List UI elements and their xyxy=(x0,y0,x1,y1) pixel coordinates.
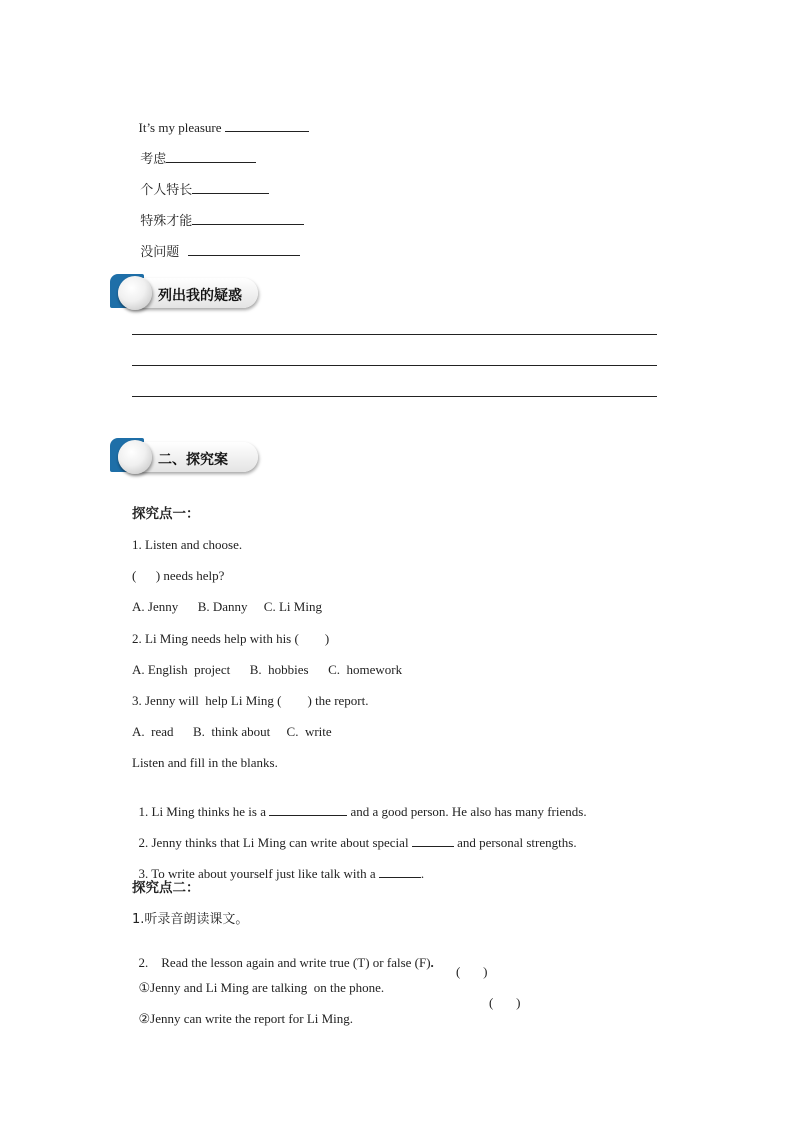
header-ball-icon xyxy=(118,440,152,474)
answer-line-2[interactable] xyxy=(132,365,657,366)
vocab-blank-2[interactable] xyxy=(166,150,256,163)
statement-2 xyxy=(132,995,353,1027)
statement-1-text: ①Jenny and Li Ming are talking on the phone. xyxy=(138,980,385,995)
fill-2-part-a: 2. Jenny thinks that Li Ming can write about special xyxy=(138,835,412,850)
question-3: 3. Jenny will help Li Ming ( ) the report. xyxy=(132,693,369,708)
fill-blank-1[interactable] xyxy=(269,803,347,816)
statement-2-text: ②Jenny can write the report for Li Ming. xyxy=(138,1011,354,1026)
point2-item-2-text: 2. Read the lesson again and write true (T) or false (F) xyxy=(138,955,431,970)
point2-title: 探究点二： xyxy=(132,880,200,896)
vocab-label-4: 特殊才能 xyxy=(140,214,193,229)
vocab-blank-5[interactable] xyxy=(188,243,300,256)
fill-3-part-b: . xyxy=(420,866,425,881)
vocab-blank-3[interactable] xyxy=(192,181,269,194)
section-title-explore: 二、探究案 xyxy=(158,452,228,468)
fill-1-part-a: 1. Li Ming thinks he is a xyxy=(138,804,270,819)
vocab-blank-1[interactable] xyxy=(225,119,309,132)
question-1: ( ) needs help? xyxy=(132,568,225,583)
fill-blank-2[interactable] xyxy=(412,834,454,847)
header-ball-icon xyxy=(118,276,152,310)
vocab-line-1 xyxy=(132,103,309,136)
fill-2-part-b: and personal strengths. xyxy=(453,835,577,850)
vocab-label-1: It’s my pleasure xyxy=(138,120,225,135)
vocab-line-5 xyxy=(132,227,300,261)
fill-3-part-a: 3. To write about yourself just like talk with a xyxy=(138,866,379,881)
answer-line-1[interactable] xyxy=(132,334,657,335)
answer-line-3[interactable] xyxy=(132,396,657,397)
vocab-label-5: 没问题 xyxy=(140,245,188,260)
fill-sentence-1 xyxy=(132,787,587,820)
statement-2-answer[interactable]: ( ) xyxy=(489,995,521,1010)
vocab-blank-4[interactable] xyxy=(192,212,304,225)
fill-sentence-2 xyxy=(132,818,577,851)
fill-sentence-3 xyxy=(132,849,424,882)
point2-item-2-dot: . xyxy=(430,955,434,970)
vocab-label-3: 个人特长 xyxy=(140,183,193,198)
statement-1 xyxy=(132,964,384,996)
section-header-questions xyxy=(108,272,268,316)
fill-1-part-b: and a good person. He also has many friends. xyxy=(347,804,587,819)
section-title-questions: 列出我的疑惑 xyxy=(158,288,242,304)
fill-blank-3[interactable] xyxy=(379,865,421,878)
section-header-explore xyxy=(108,436,268,480)
question-2-options: A. English project B. hobbies C. homework xyxy=(132,662,403,677)
vocab-line-2 xyxy=(132,134,256,168)
question-2: 2. Li Ming needs help with his ( ) xyxy=(132,631,330,646)
statement-1-answer[interactable]: ( ) xyxy=(456,964,488,979)
vocab-line-4 xyxy=(132,196,304,230)
listen-choose-heading: 1. Listen and choose. xyxy=(132,537,243,552)
vocab-label-2: 考虑 xyxy=(140,152,167,167)
point2-item-1: 1.听录音朗读课文。 xyxy=(132,912,249,927)
fill-heading: Listen and fill in the blanks. xyxy=(132,755,278,770)
vocab-line-3 xyxy=(132,165,269,199)
point1-title: 探究点一： xyxy=(132,506,200,522)
question-1-options: A. Jenny B. Danny C. Li Ming xyxy=(132,599,322,614)
question-3-options: A. read B. think about C. write xyxy=(132,724,332,739)
